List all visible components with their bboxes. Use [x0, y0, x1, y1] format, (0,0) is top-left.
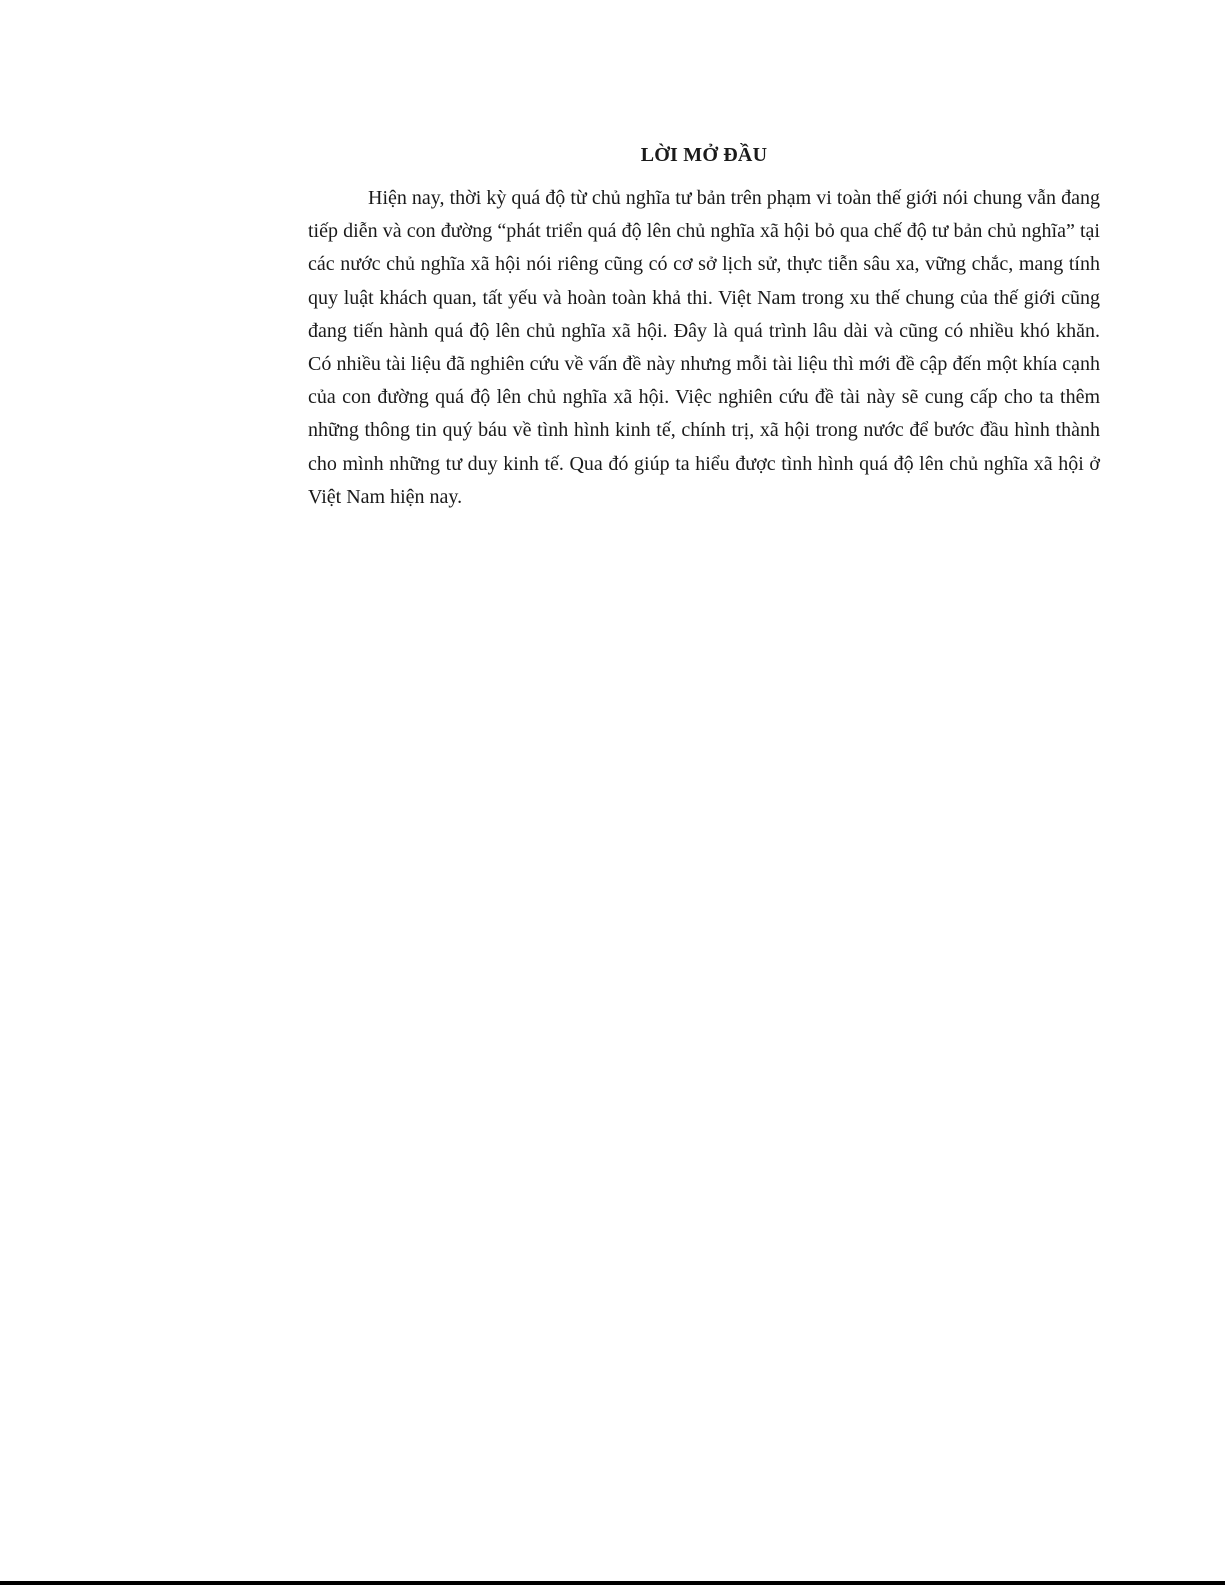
document-content — [308, 140, 1100, 514]
page-bottom-border — [0, 1581, 1225, 1585]
page-title: LỜI MỞ ĐẦU — [640, 144, 768, 166]
intro-paragraph: Hiện nay, thời kỳ quá độ từ chủ nghĩa tư bản trên phạm vi toàn thế giới nói chung vẫn đang tiếp diễn và con đường “phát triển quá độ lên chủ nghĩa xã hội bỏ qua chế độ tư bản chủ nghĩa” tại các nước chủ nghĩa xã hội nói riêng cũng có cơ sở lịch sử, thực tiễn sâu xa, vững chắc, mang tính quy luật khách quan, tất yếu và hoàn toàn khả thi. Việt Nam trong xu thế chung của thế giới cũng đang tiến hành quá độ lên chủ nghĩa xã hội. Đây là quá trình lâu dài và cũng có nhiều khó khăn. Có nhiều tài liệu đã nghiên cứu về vấn đề này nhưng mỗi tài liệu thì mới đề cập đến một khía cạnh của con đường quá độ lên chủ nghĩa xã hội. Việc nghiên cứu đề tài này sẽ cung cấp cho ta thêm những thông tin quý báu về tình hình kinh tế, chính trị, xã hội trong nước để bước đầu hình thành cho mình những tư duy kinh tế. Qua đó giúp ta hiểu được tình hình quá độ lên chủ nghĩa xã hội ở Việt Nam hiện nay. — [308, 187, 1100, 508]
